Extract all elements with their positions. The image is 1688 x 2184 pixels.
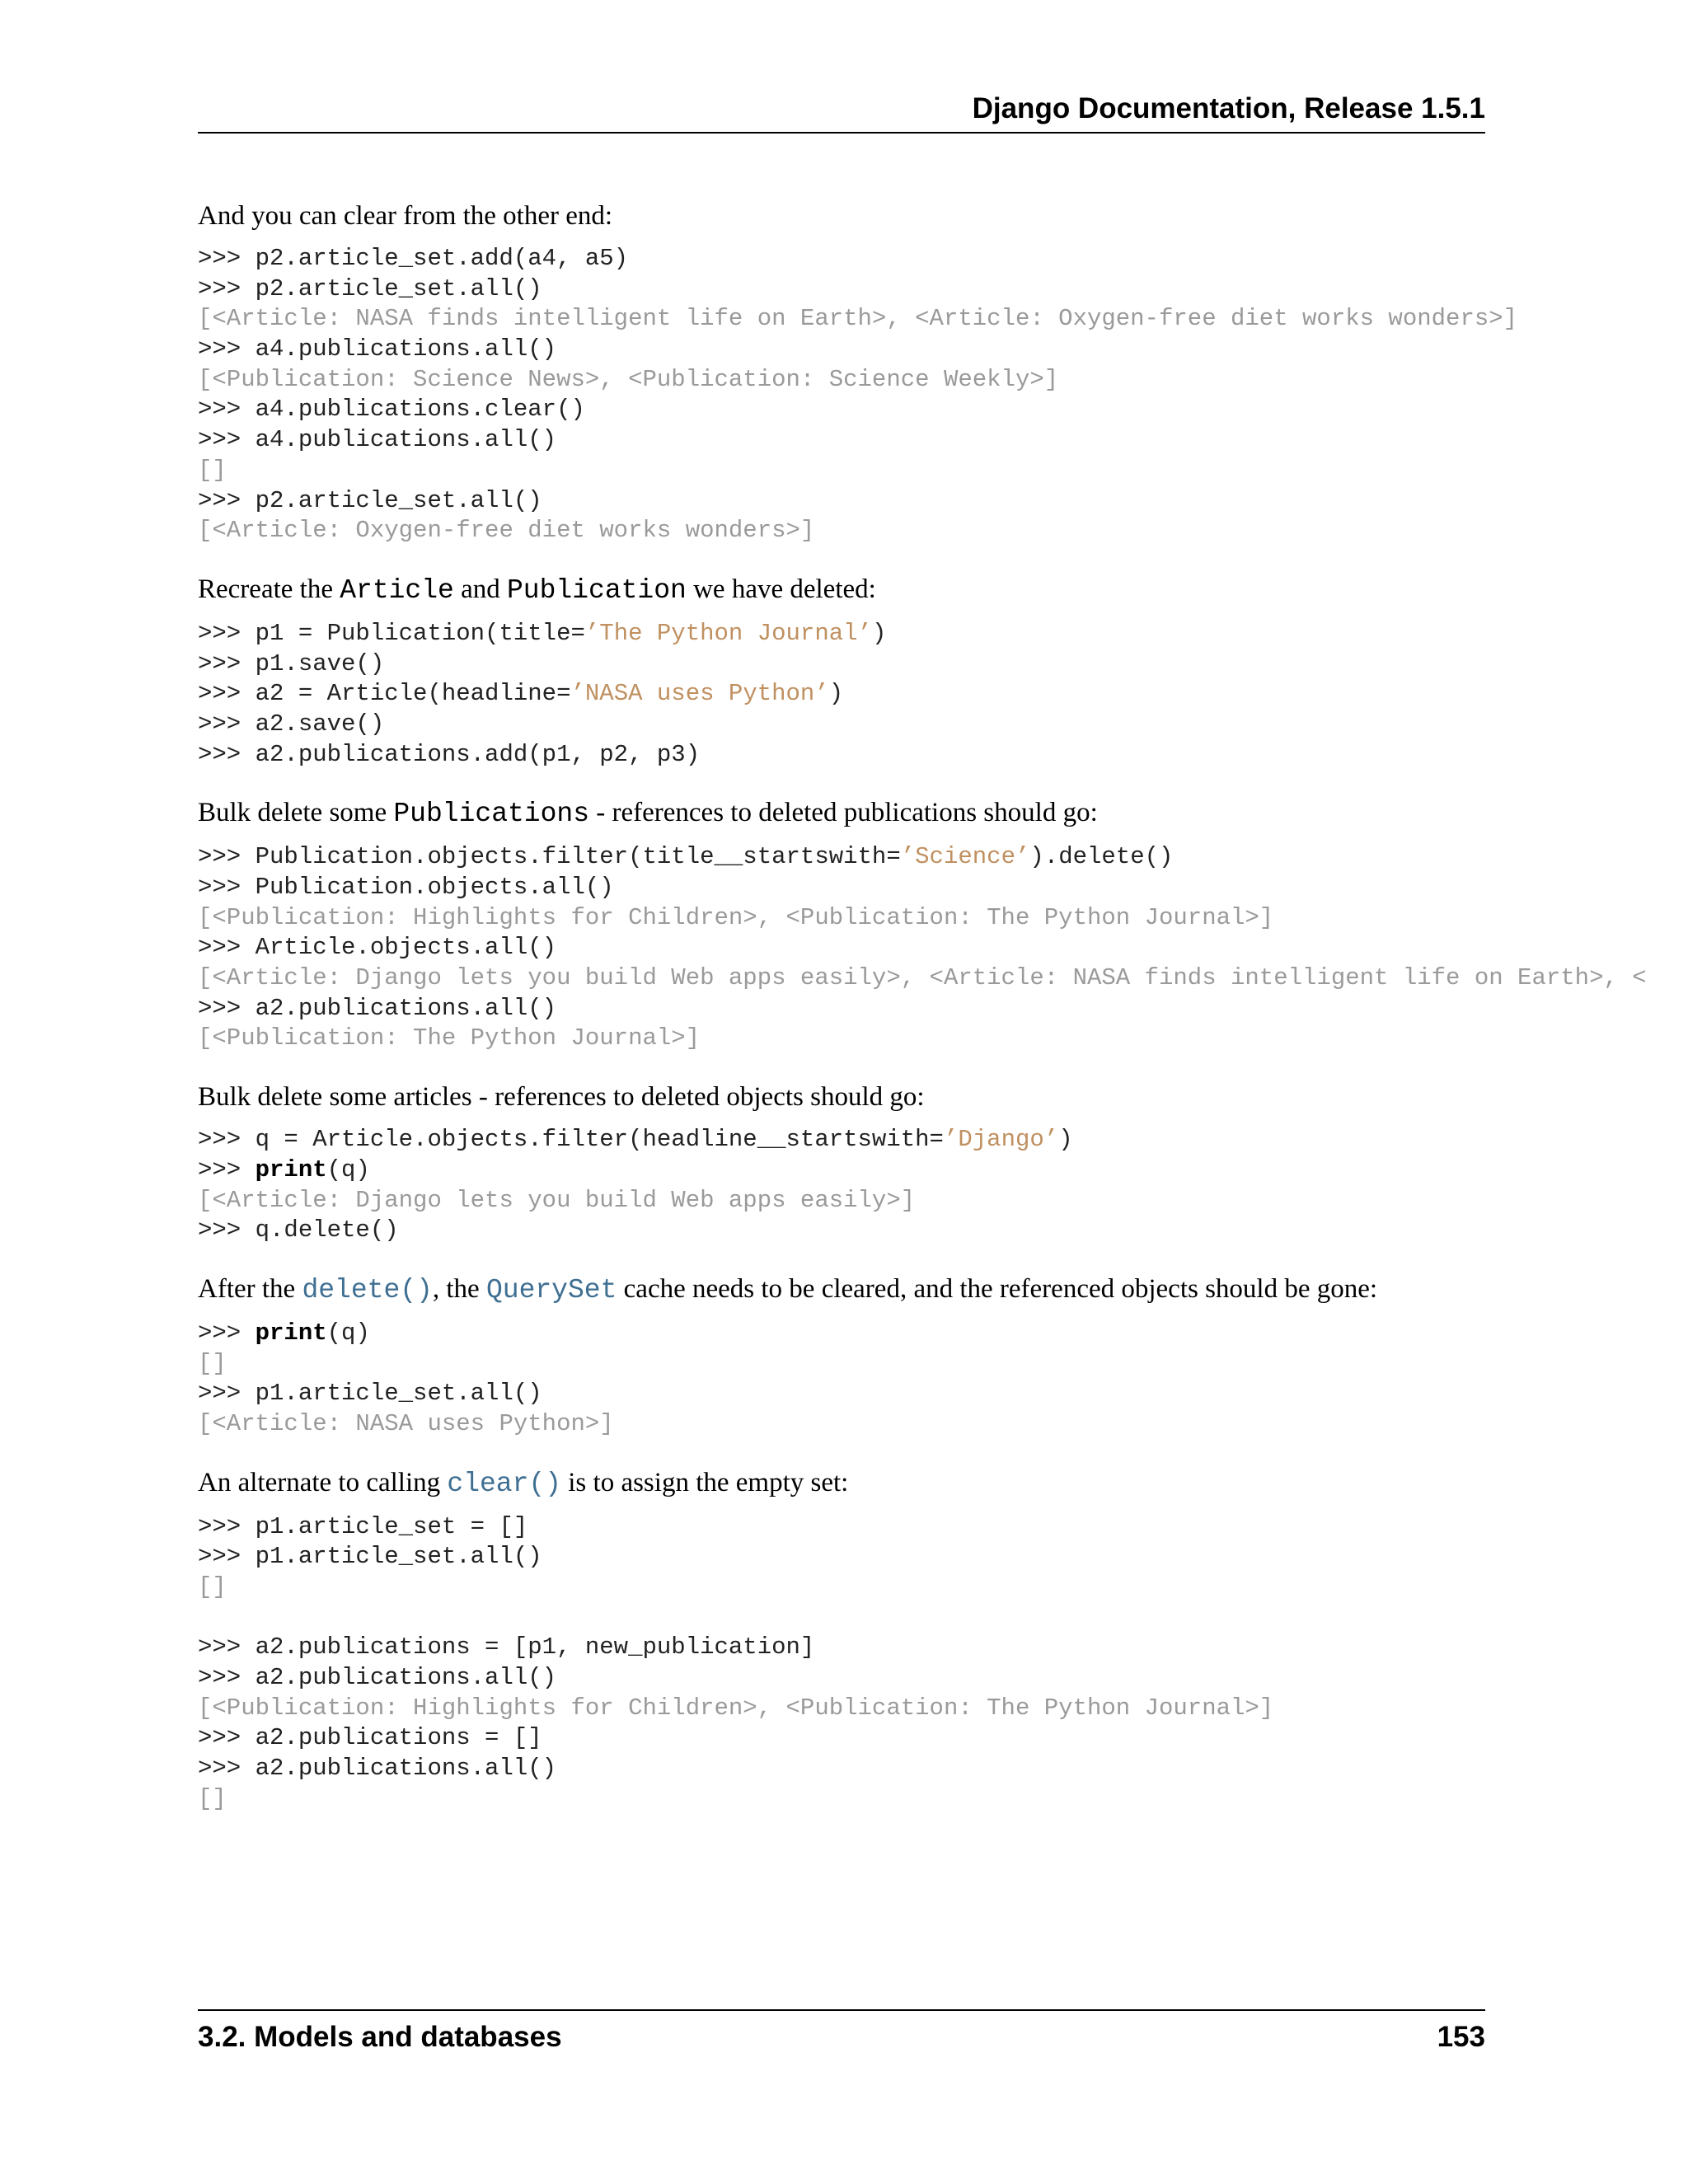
code-text: ).delete() (1029, 843, 1174, 871)
code-output: [<Article: NASA uses Python>] (198, 1409, 614, 1437)
text-run: - references to deleted publications should go: (589, 798, 1098, 828)
code-output: [] (198, 456, 227, 484)
code-block-alternate-clear (198, 1512, 1688, 1815)
code-text: ) (1058, 1126, 1073, 1154)
text-run: we have deleted: (686, 574, 876, 604)
code-text: >>> p1 = Publication(title= (198, 619, 585, 647)
footer-section-title: 3.2. Models and databases (198, 2021, 562, 2053)
code-line (198, 1319, 1688, 1349)
code-line: >>> a2.save() (198, 710, 385, 738)
code-block-clear-other-end (198, 244, 1688, 546)
code-text: ) (828, 680, 844, 708)
paragraph-bulk-delete-articles: Bulk delete some articles - references to deleted objects should go: (198, 1082, 925, 1113)
inline-code-publications: Publications (393, 799, 590, 830)
code-line: >>> a2.publications.add(p1, p2, p3) (198, 740, 701, 768)
code-output: [] (198, 1573, 227, 1601)
code-blank-line (198, 1603, 1688, 1633)
code-output: [<Publication: Highlights for Children>, <Publication: The Python Journal>] (198, 1694, 1274, 1722)
code-output: [<Publication: Highlights for Children>, <Publication: The Python Journal>] (198, 903, 1274, 931)
code-line (198, 842, 1688, 873)
code-string: ’Django’ (943, 1126, 1059, 1154)
code-line: >>> q.delete() (198, 1216, 399, 1244)
text-run: cache needs to be cleared, and the referenced objects should be gone: (617, 1273, 1378, 1304)
text-run: Bulk delete some (198, 798, 394, 828)
code-line (198, 1125, 1688, 1155)
code-output: [<Article: Django lets you build Web apps easily>] (198, 1186, 916, 1214)
code-text: >>> (198, 1155, 256, 1183)
code-string: ’Science’ (900, 843, 1030, 871)
code-keyword: print (255, 1155, 327, 1183)
code-line: >>> p1.article_set.all() (198, 1543, 542, 1571)
link-queryset[interactable]: QuerySet (485, 1274, 617, 1305)
link-clear[interactable]: clear() (447, 1468, 562, 1499)
code-text: >>> Publication.objects.filter(title__startswith= (198, 843, 901, 871)
page-content (198, 196, 1688, 1838)
code-string: ’NASA uses Python’ (570, 680, 829, 708)
paragraph-alternate-clear (198, 1463, 1688, 1504)
inline-code-article: Article (340, 574, 454, 606)
text-run: Recreate the (198, 574, 340, 604)
code-line: >>> a4.publications.all() (198, 426, 557, 454)
text-run: is to assign the empty set: (561, 1467, 849, 1497)
header-title: Django Documentation, Release 1.5.1 (972, 92, 1485, 124)
code-text: >>> (198, 1319, 256, 1347)
code-output: [<Article: NASA finds intelligent life on Earth>, <Article: Oxygen-free diet works wonders>] (198, 305, 1518, 333)
inline-code-publication: Publication (507, 574, 687, 606)
code-line: >>> a2.publications.all() (198, 1664, 557, 1692)
code-line (198, 1155, 1688, 1186)
code-line: >>> a2.publications = [] (198, 1724, 542, 1752)
code-line: >>> a4.publications.clear() (198, 396, 585, 424)
code-text: (q) (326, 1155, 370, 1183)
code-output: [] (198, 1349, 227, 1377)
code-block-recreate (198, 619, 1688, 770)
code-output: [<Article: Oxygen-free diet works wonders>] (198, 517, 815, 545)
code-output: [<Article: Django lets you build Web apps easily>, <Article: NASA finds intelligent life on Earth>, < (198, 964, 1647, 992)
code-line (198, 619, 1688, 649)
code-line: >>> p1.article_set.all() (198, 1380, 542, 1408)
code-line: >>> a2.publications.all() (198, 1755, 557, 1783)
paragraph-bulk-delete-publications (198, 793, 1688, 834)
code-output: [<Publication: The Python Journal>] (198, 1024, 701, 1052)
code-text: >>> q = Article.objects.filter(headline__startswith= (198, 1126, 944, 1154)
code-line: >>> p2.article_set.all() (198, 486, 542, 514)
paragraph-clear-other-end: And you can clear from the other end: (198, 201, 613, 231)
code-block-bulk-delete-articles (198, 1125, 1688, 1246)
text-run: and (453, 574, 507, 604)
code-line: >>> p1.save() (198, 649, 385, 677)
code-output: [] (198, 1784, 227, 1812)
code-line: >>> p2.article_set.add(a4, a5) (198, 245, 629, 272)
code-line: >>> p2.article_set.all() (198, 274, 542, 302)
code-block-bulk-delete-publications (198, 842, 1688, 1054)
code-line: >>> Publication.objects.all() (198, 874, 614, 901)
code-line: >>> Article.objects.all() (198, 934, 557, 962)
code-text: >>> a2 = Article(headline= (198, 680, 571, 708)
page-header (198, 89, 1485, 134)
code-string: ’The Python Journal’ (584, 619, 872, 647)
text-run: An alternate to calling (198, 1467, 448, 1497)
text-run: After the (198, 1273, 302, 1304)
code-block-after-delete (198, 1319, 1688, 1440)
code-line: >>> a2.publications = [p1, new_publication] (198, 1633, 815, 1661)
code-output: [<Publication: Science News>, <Publication: Science Weekly>] (198, 365, 1059, 393)
paragraph-after-delete (198, 1269, 1688, 1310)
code-text: ) (871, 619, 887, 647)
paragraph-recreate (198, 569, 1688, 611)
link-delete[interactable]: delete() (302, 1274, 433, 1305)
code-line: >>> a4.publications.all() (198, 335, 557, 363)
text-run: , the (432, 1273, 486, 1304)
code-line (198, 679, 1688, 710)
page-number: 153 (1437, 2021, 1485, 2053)
code-text: (q) (326, 1319, 370, 1347)
code-line: >>> p1.article_set = [] (198, 1512, 528, 1540)
code-keyword: print (255, 1319, 327, 1347)
page-footer (198, 2009, 1485, 2077)
code-line: >>> a2.publications.all() (198, 994, 557, 1022)
